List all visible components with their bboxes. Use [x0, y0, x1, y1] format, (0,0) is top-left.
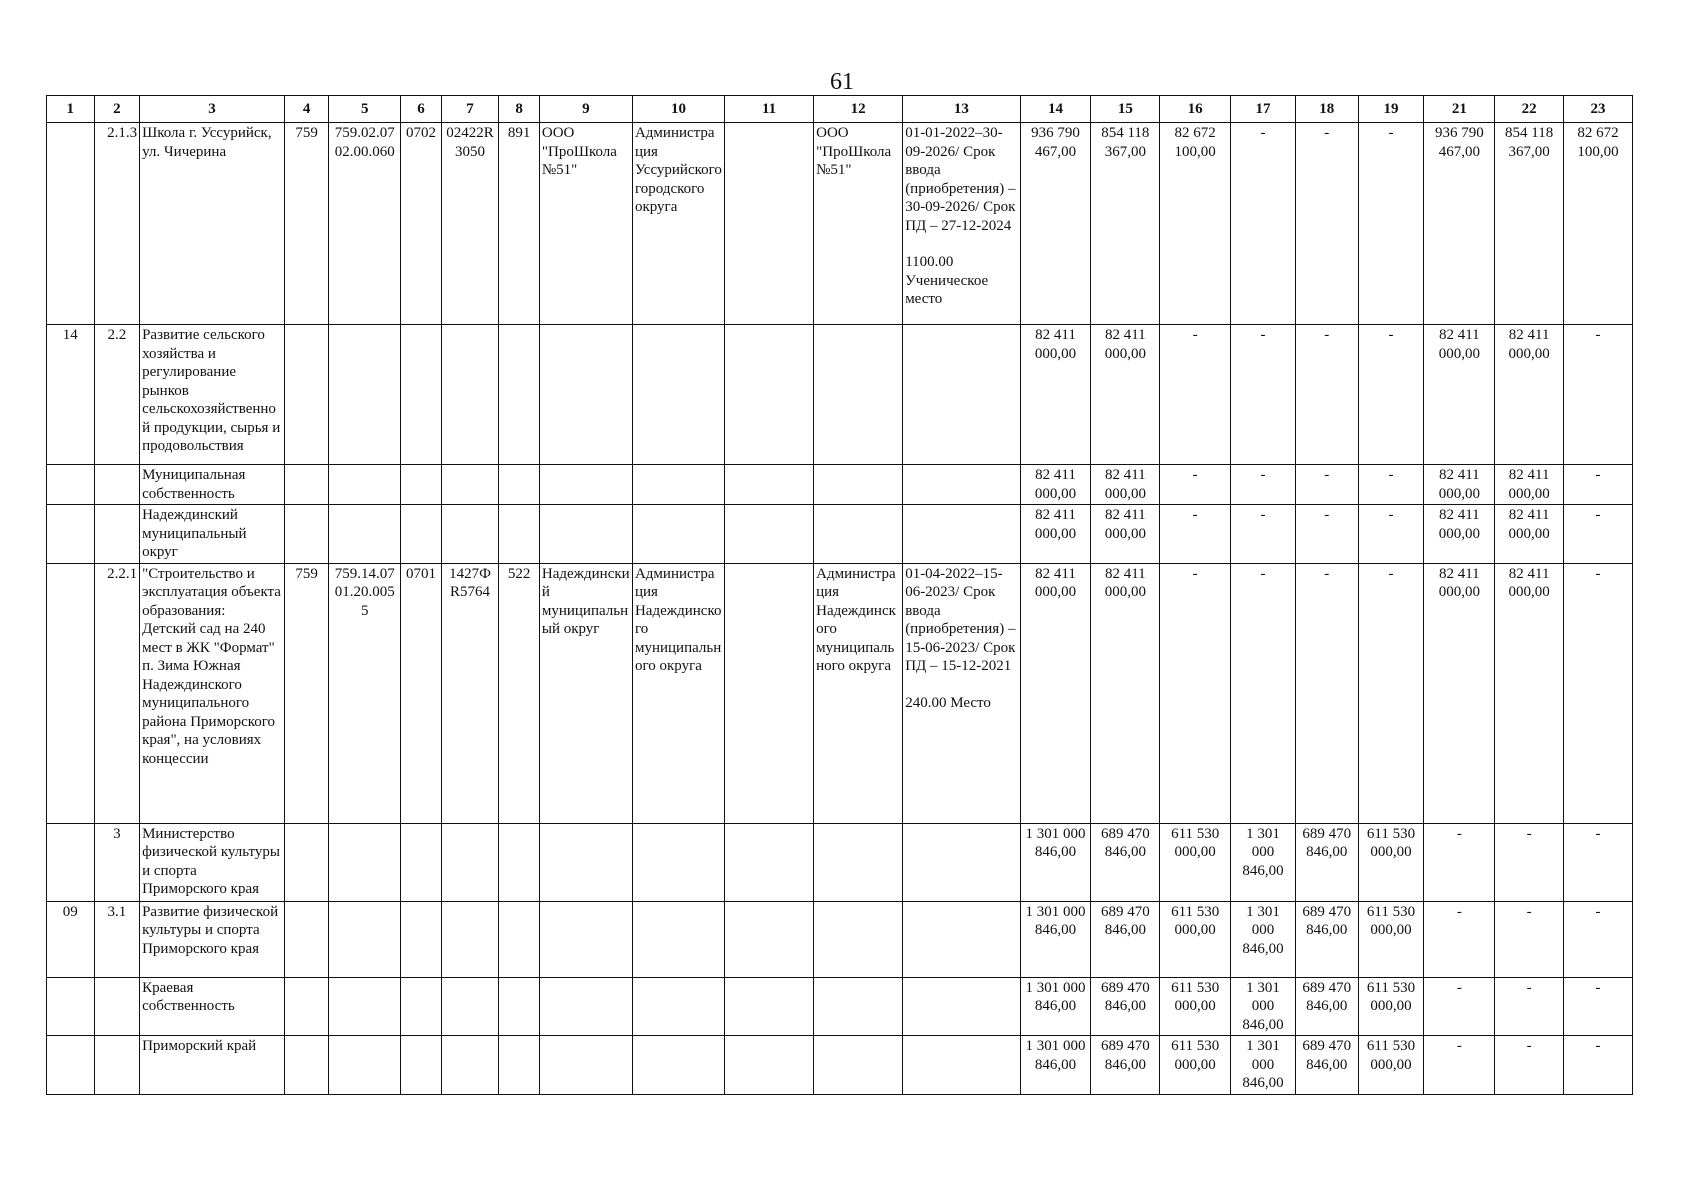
cell-value: 689 470 846,00 — [1091, 977, 1160, 1036]
cell-total: 82 411 000,00 — [1020, 325, 1091, 465]
table-row — [47, 505, 1633, 564]
cell-gr: 759 — [284, 123, 329, 325]
cell-name: Развитие сельского хозяйства и регулирование рынков сельскохозяйственной продукции, сырья и продовольствия — [140, 325, 285, 465]
column-header: 19 — [1358, 96, 1424, 123]
cell-row-number — [47, 123, 95, 325]
table-row — [47, 325, 1633, 465]
cell-value: 82 411 000,00 — [1495, 325, 1564, 465]
cell-value: 1 301 000 846,00 — [1231, 823, 1296, 901]
column-header: 7 — [441, 96, 499, 123]
cell-value: - — [1231, 505, 1296, 564]
cell-value: - — [1424, 901, 1495, 977]
cell-value: 1 301 000 846,00 — [1231, 901, 1296, 977]
cell-cs: 02422R 3050 — [441, 123, 499, 325]
cell-value: 82 411 000,00 — [1424, 325, 1495, 465]
cell-vr: 891 — [499, 123, 539, 325]
cell-value: 82 411 000,00 — [1495, 563, 1564, 823]
cell-total: 936 790 467,00 — [1020, 123, 1091, 325]
cell-name: Министерство физической культуры и спорта Приморского края — [140, 823, 285, 901]
cell-value: 82 411 000,00 — [1424, 563, 1495, 823]
table-row — [47, 123, 1633, 325]
cell-value: - — [1160, 465, 1231, 505]
cell-row-number — [47, 563, 95, 823]
cell-total: 1 301 000 846,00 — [1020, 823, 1091, 901]
cell-value: - — [1564, 901, 1633, 977]
cell-value: 854 118 367,00 — [1091, 123, 1160, 325]
cell-customer: ООО "ПроШкола №51" — [539, 123, 632, 325]
cell-name: Краевая собственность — [140, 977, 285, 1036]
cell-value: - — [1424, 1036, 1495, 1095]
cell-total: 1 301 000 846,00 — [1020, 901, 1091, 977]
cell-value: 82 411 000,00 — [1495, 505, 1564, 564]
cell-developer: ООО "ПроШкола №51" — [814, 123, 903, 325]
cell-terms-capacity: 240.00 Место — [905, 694, 991, 711]
column-header: 11 — [725, 96, 814, 123]
column-header: 21 — [1424, 96, 1495, 123]
cell-row-number — [47, 505, 95, 564]
cell-value: - — [1231, 563, 1296, 823]
column-header: 12 — [814, 96, 903, 123]
table-row — [47, 977, 1633, 1036]
cell-gr: 759 — [284, 563, 329, 823]
cell-value: 1 301 000 846,00 — [1231, 1036, 1296, 1095]
cell-value: - — [1295, 325, 1358, 465]
column-header: 5 — [329, 96, 401, 123]
cell-terms — [903, 563, 1020, 823]
cell-value: 82 411 000,00 — [1495, 465, 1564, 505]
cell-value: 689 470 846,00 — [1091, 1036, 1160, 1095]
cell-value: - — [1495, 823, 1564, 901]
cell-name: Надеждинский муниципальный округ — [140, 505, 285, 564]
cell-value: - — [1564, 325, 1633, 465]
table-row — [47, 465, 1633, 505]
cell-value: 689 470 846,00 — [1091, 823, 1160, 901]
cell-value: 82 411 000,00 — [1091, 563, 1160, 823]
column-header: 3 — [140, 96, 285, 123]
cell-terms-dates: 01-01-2022–30-09-2026/ Срок ввода (приобретения) – 30-09-2026/ Срок ПД – 27-12-2024 — [905, 125, 1016, 234]
cell-total: 82 411 000,00 — [1020, 505, 1091, 564]
column-header: 2 — [94, 96, 140, 123]
cell-value: 611 530 000,00 — [1160, 901, 1231, 977]
cell-value: - — [1231, 123, 1296, 325]
cell-total: 82 411 000,00 — [1020, 563, 1091, 823]
cell-vr: 522 — [499, 563, 539, 823]
cell-value: - — [1160, 505, 1231, 564]
cell-value: 82 411 000,00 — [1091, 505, 1160, 564]
cell-total: 1 301 000 846,00 — [1020, 977, 1091, 1036]
cell-value: - — [1295, 563, 1358, 823]
cell-value: - — [1358, 123, 1424, 325]
cell-value: 689 470 846,00 — [1295, 1036, 1358, 1095]
cell-value: 611 530 000,00 — [1358, 1036, 1424, 1095]
cell-value: 689 470 846,00 — [1295, 823, 1358, 901]
header-row — [47, 96, 1633, 123]
cell-value: - — [1160, 563, 1231, 823]
cell-responsible: Администрация Уссурийского городского округа — [632, 123, 724, 325]
cell-value: 82 672 100,00 — [1160, 123, 1231, 325]
cell-code: 2.1.3 — [94, 123, 140, 325]
cell-terms-dates: 01-04-2022–15-06-2023/ Срок ввода (приобретения) – 15-06-2023/ Срок ПД – 15-12-2021 — [905, 565, 1016, 674]
cell-row-number — [47, 977, 95, 1036]
cell-csr: 759.14.07 01.20.005 5 — [329, 563, 401, 823]
table-row — [47, 823, 1633, 901]
cell-value: - — [1358, 325, 1424, 465]
column-header: 6 — [401, 96, 441, 123]
investment-table — [46, 95, 1633, 1095]
cell-terms-capacity: 1100.00 Ученическое место — [905, 254, 989, 307]
cell-value: 611 530 000,00 — [1358, 977, 1424, 1036]
cell-value: - — [1564, 505, 1633, 564]
cell-developer: Администрация Надеждинского муниципального округа — [814, 563, 903, 823]
cell-customer: Надеждинский муниципальный округ — [539, 563, 632, 823]
cell-value: - — [1564, 1036, 1633, 1095]
cell-row-number — [47, 823, 95, 901]
table-row — [47, 1036, 1633, 1095]
cell-value: - — [1358, 505, 1424, 564]
page-number: 61 — [830, 69, 854, 95]
cell-code: 2.2 — [94, 325, 140, 465]
cell-row-number — [47, 465, 95, 505]
cell-value: - — [1424, 977, 1495, 1036]
cell-rz: 0702 — [401, 123, 441, 325]
cell-value: - — [1564, 977, 1633, 1036]
cell-value: 82 672 100,00 — [1564, 123, 1633, 325]
cell-col11 — [725, 563, 814, 823]
cell-value: 1 301 000 846,00 — [1231, 977, 1296, 1036]
cell-code — [94, 1036, 140, 1095]
cell-value: 611 530 000,00 — [1358, 901, 1424, 977]
cell-value: 611 530 000,00 — [1160, 1036, 1231, 1095]
cell-code: 3.1 — [94, 901, 140, 977]
cell-value: - — [1358, 465, 1424, 505]
cell-code — [94, 505, 140, 564]
cell-value: - — [1495, 901, 1564, 977]
cell-name: "Строительство и эксплуатация объекта образования: Детский сад на 240 мест в ЖК "Формат" п. Зима Южная Надеждинского муниципального района Приморского края", на условиях концессии — [140, 563, 285, 823]
cell-value: - — [1424, 823, 1495, 901]
cell-value: 82 411 000,00 — [1424, 505, 1495, 564]
cell-rz: 0701 — [401, 563, 441, 823]
cell-value: - — [1495, 977, 1564, 1036]
cell-value: 854 118 367,00 — [1495, 123, 1564, 325]
cell-value: 689 470 846,00 — [1295, 977, 1358, 1036]
cell-value: 689 470 846,00 — [1091, 901, 1160, 977]
cell-value: - — [1564, 563, 1633, 823]
column-header: 1 — [47, 96, 95, 123]
cell-value: - — [1358, 563, 1424, 823]
column-header: 16 — [1160, 96, 1231, 123]
column-header: 10 — [632, 96, 724, 123]
cell-code: 2.2.1 — [94, 563, 140, 823]
cell-value: - — [1564, 823, 1633, 901]
cell-value: 611 530 000,00 — [1358, 823, 1424, 901]
cell-code — [94, 977, 140, 1036]
column-header: 18 — [1295, 96, 1358, 123]
cell-name: Школа г. Уссурийск, ул. Чичерина — [140, 123, 285, 325]
cell-value: - — [1495, 1036, 1564, 1095]
cell-value: 611 530 000,00 — [1160, 977, 1231, 1036]
column-header: 8 — [499, 96, 539, 123]
cell-row-number: 09 — [47, 901, 95, 977]
cell-value: - — [1295, 505, 1358, 564]
cell-row-number — [47, 1036, 95, 1095]
column-header: 4 — [284, 96, 329, 123]
column-header: 14 — [1020, 96, 1091, 123]
column-header: 9 — [539, 96, 632, 123]
cell-terms — [903, 123, 1020, 325]
cell-code — [94, 465, 140, 505]
cell-total: 82 411 000,00 — [1020, 465, 1091, 505]
cell-row-number: 14 — [47, 325, 95, 465]
cell-code: 3 — [94, 823, 140, 901]
cell-cs: 1427Ф R5764 — [441, 563, 499, 823]
cell-name: Развитие физической культуры и спорта Приморского края — [140, 901, 285, 977]
cell-value: - — [1295, 465, 1358, 505]
cell-value: 82 411 000,00 — [1091, 465, 1160, 505]
cell-total: 1 301 000 846,00 — [1020, 1036, 1091, 1095]
cell-responsible: Администрация Надеждинского муниципального округа — [632, 563, 724, 823]
cell-value: - — [1564, 465, 1633, 505]
cell-name: Приморский край — [140, 1036, 285, 1095]
column-header: 15 — [1091, 96, 1160, 123]
table-row — [47, 563, 1633, 823]
cell-value: 936 790 467,00 — [1424, 123, 1495, 325]
cell-value: - — [1295, 123, 1358, 325]
cell-value: - — [1231, 465, 1296, 505]
cell-value: - — [1231, 325, 1296, 465]
column-header: 22 — [1495, 96, 1564, 123]
cell-value: 82 411 000,00 — [1424, 465, 1495, 505]
cell-col11 — [725, 123, 814, 325]
cell-name: Муниципальная собственность — [140, 465, 285, 505]
cell-value: 82 411 000,00 — [1091, 325, 1160, 465]
column-header: 23 — [1564, 96, 1633, 123]
cell-csr: 759.02.07 02.00.060 — [329, 123, 401, 325]
table-row — [47, 901, 1633, 977]
cell-value: 611 530 000,00 — [1160, 823, 1231, 901]
cell-value: 689 470 846,00 — [1295, 901, 1358, 977]
cell-value: - — [1160, 325, 1231, 465]
column-header: 17 — [1231, 96, 1296, 123]
column-header: 13 — [903, 96, 1020, 123]
